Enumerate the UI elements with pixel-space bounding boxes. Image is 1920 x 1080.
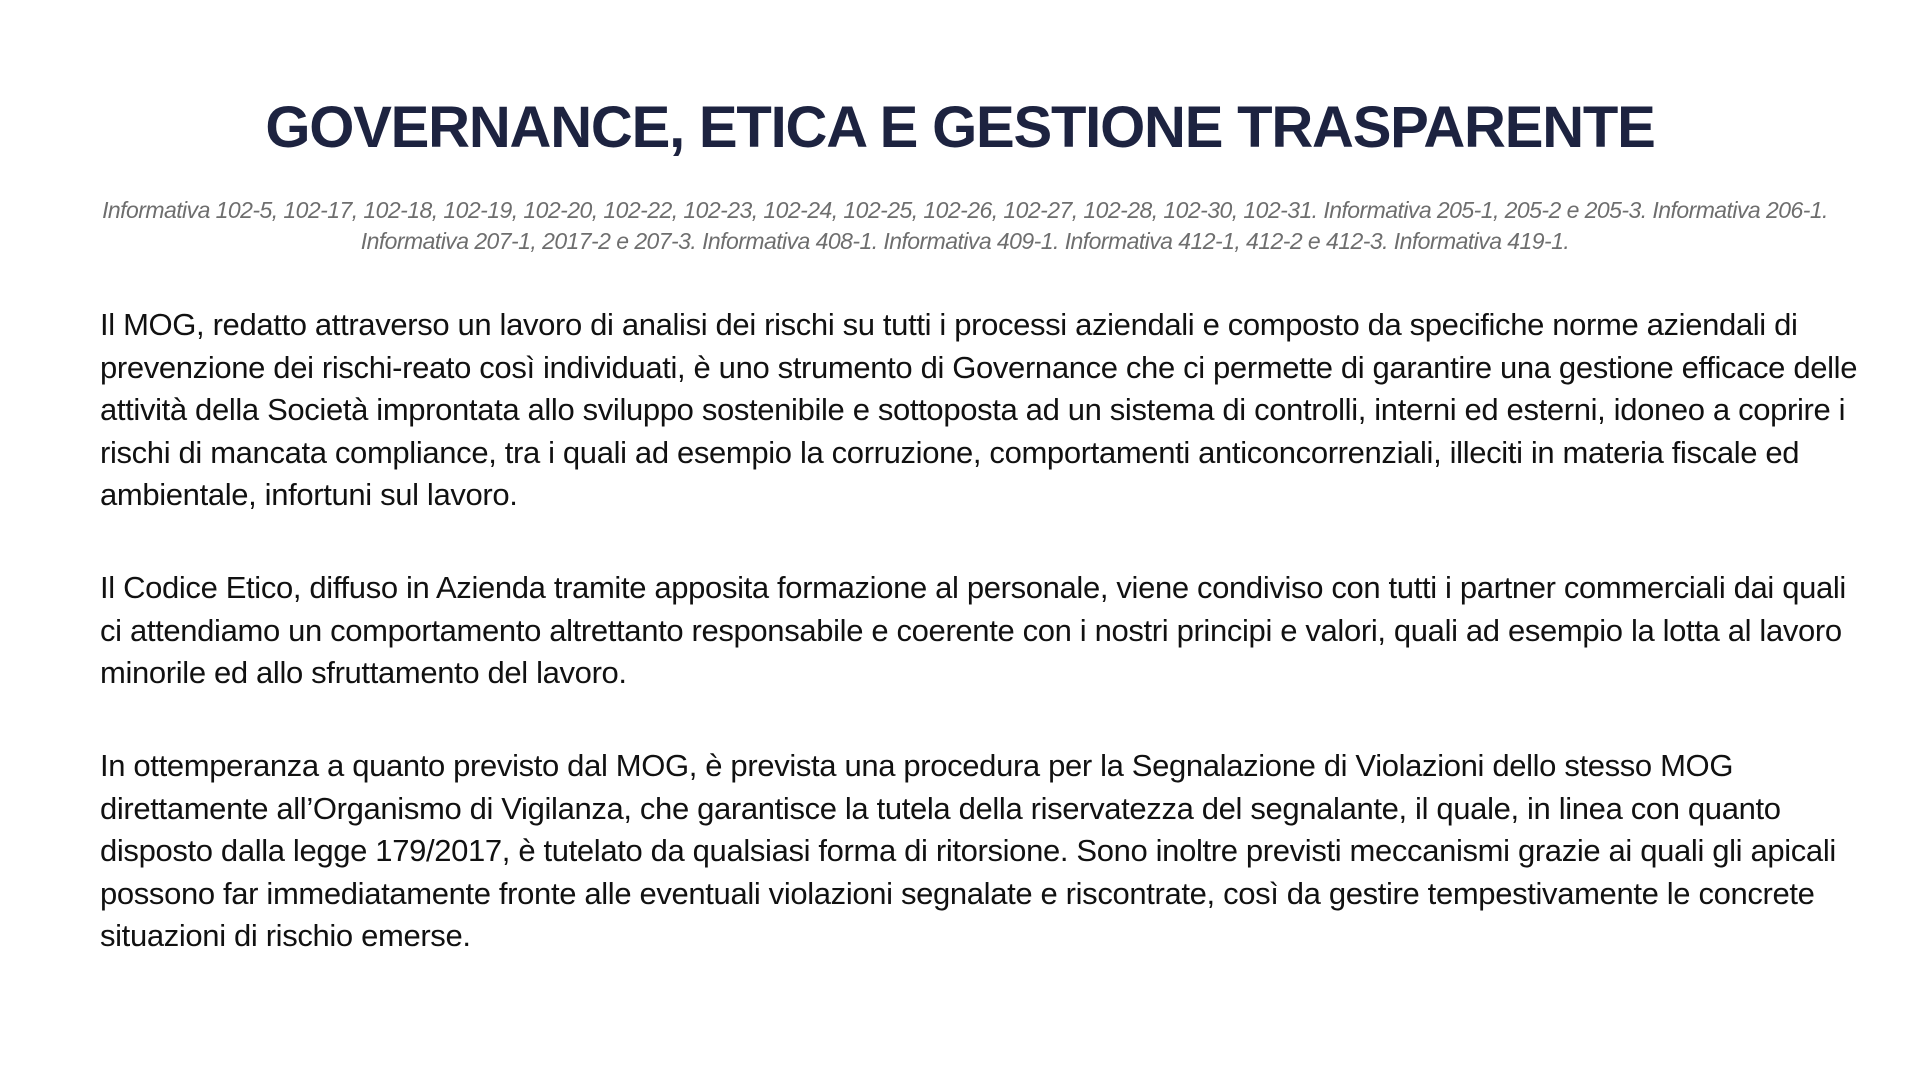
page-title: GOVERNANCE, ETICA E GESTIONE TRASPARENTE bbox=[265, 95, 1655, 160]
paragraph-segnalazione-violazioni: In ottemperanza a quanto previsto dal MOG, è prevista una procedura per la Segnalazione di Violazioni dello stesso MOG direttamente all’Organismo di Vigilanza, che garantisce la tutela della riservatezza del segnalante, il quale, in linea con quanto disposto dalla legge 179/2017, è tutelato da qualsiasi forma di ritorsione. Sono inoltre previsti meccanismi grazie ai quali gli apicali possono far immediatamente fronte alle eventuali violazioni segnalate e riscontrate, così da gestire tempestivamente le concrete situazioni di rischio emerse. bbox=[100, 748, 1836, 953]
paragraph-mog: Il MOG, redatto attraverso un lavoro di analisi dei rischi su tutti i processi aziendali e composto da specifiche norme aziendali di prevenzione dei rischi-reato così individuati, è uno strumento di Governance che ci permette di garantire una gestione efficace delle attività della Società improntata allo sviluppo sostenibile e sottoposta ad un sistema di controlli, interni ed esterni, idoneo a coprire i rischi di mancata compliance, tra i quali ad esempio la corruzione, comportamenti anticoncorrenziali, illeciti in materia fiscale ed ambientale, infortuni sul lavoro. bbox=[100, 307, 1858, 512]
gri-disclosures-subtitle: Informativa 102-5, 102-17, 102-18, 102-19, 102-20, 102-22, 102-23, 102-24, 102-25, 102-26, 102-27, 102-28, 102-30, 102-31. Informativa 205-1, 205-2 e 205-3. Informativa 206-1. Informativa 207-1, 2017-2 e 207-3. Informativa 408-1. Informativa 409-1. Informativa 412-1, 412-2 e 412-3. Informativa 419-1. bbox=[102, 197, 1828, 254]
paragraph-codice-etico: Il Codice Etico, diffuso in Azienda tramite apposita formazione al personale, viene condiviso con tutti i partner commerciali dai quali ci attendiamo un comportamento altrettanto responsabile e coerente con i nostri principi e valori, quali ad esempio la lotta al lavoro minorile ed allo sfruttamento del lavoro. bbox=[100, 570, 1846, 690]
